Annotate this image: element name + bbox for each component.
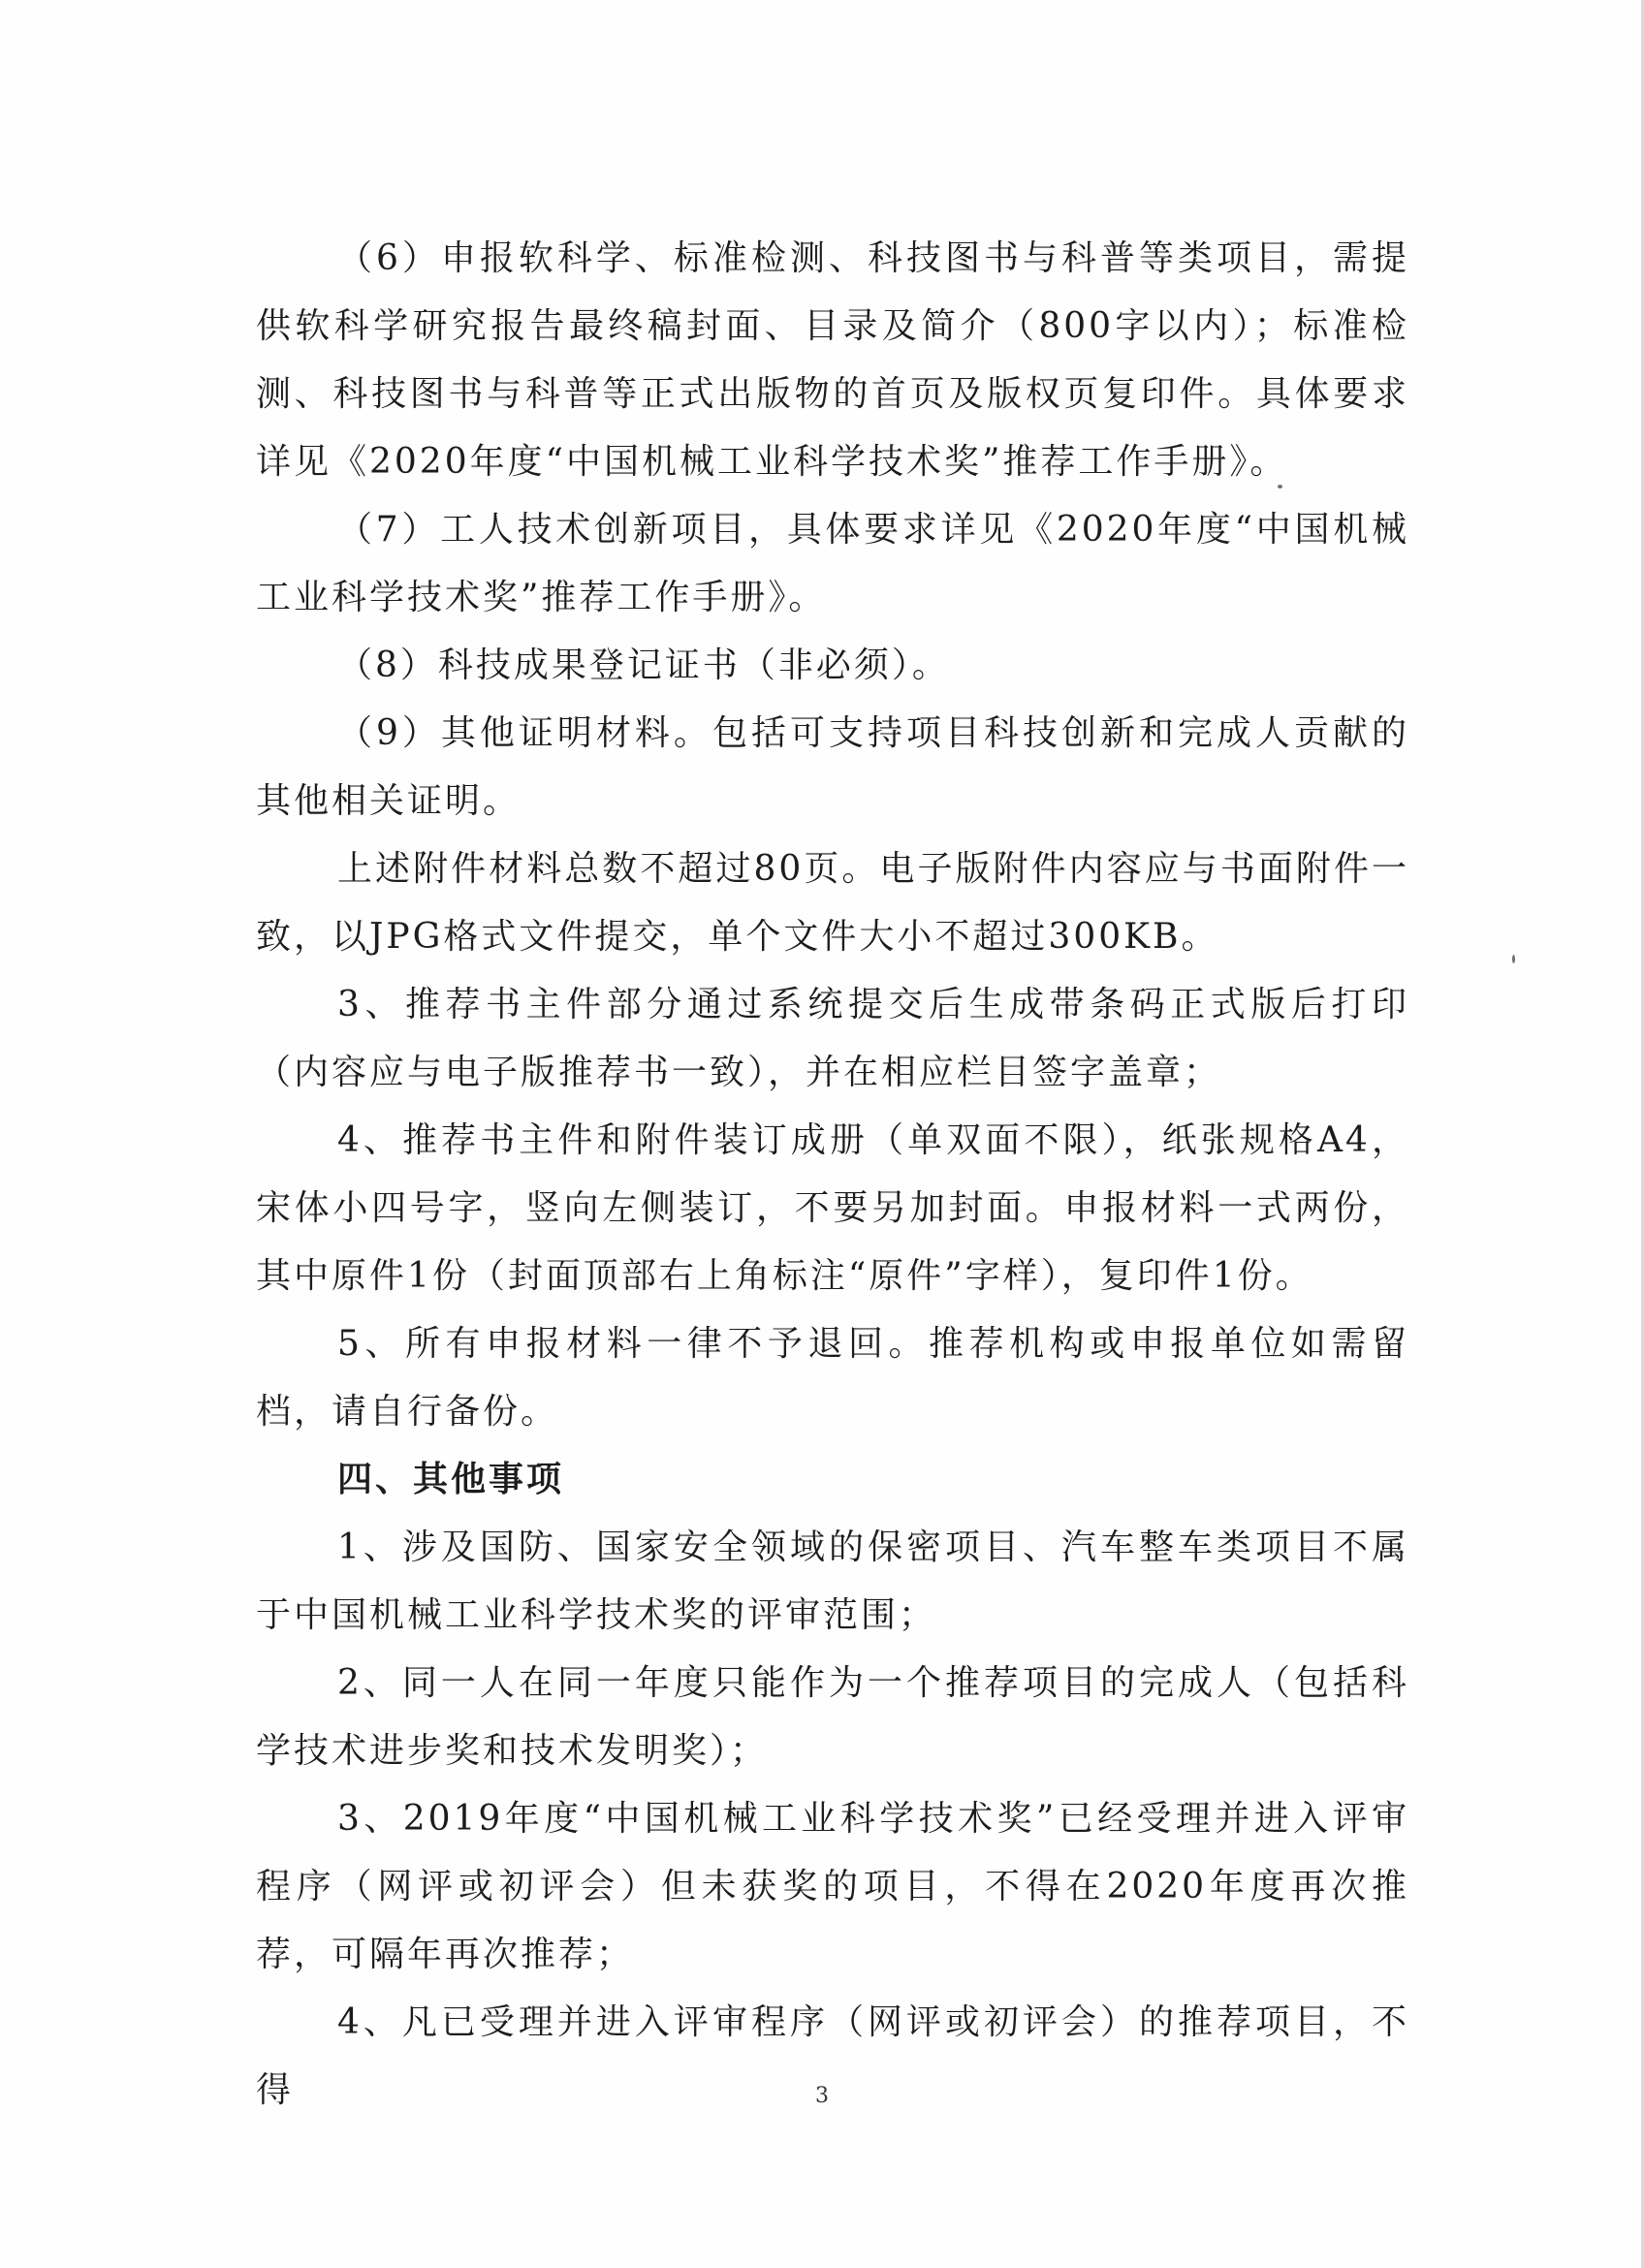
paragraph-other-4: 4、凡已受理并进入评审程序（网评或初评会）的推荐项目，不得 [256,2002,1409,2110]
page-number: 3 [815,2084,829,2108]
paragraph-attachment-limit: 上述附件材料总数不超过80页。电子版附件内容应与书面附件一致，以JPG格式文件提交，单个文件大小不超过300KB。 [256,849,1409,957]
paragraph-other-2: 2、同一人在同一年度只能作为一个推荐项目的完成人（包括科学技术进步奖和技术发明奖）； [256,1663,1409,1771]
paragraph-other-3: 3、2019年度“中国机械工业科学技术奖”已经受理并进入评审程序（网评或初评会）但未获奖的项目，不得在2020年度再次推荐，可隔年再次推荐； [256,1799,1409,1974]
document-body [256,225,1409,2125]
paragraph-rule-5: 5、所有申报材料一律不予退回。推荐机构或申报单位如需留档，请自行备份。 [256,1324,1409,1432]
paragraph-other-1: 1、涉及国防、国家安全领域的保密项目、汽车整车类项目不属于中国机械工业科学技术奖的评审范围； [256,1528,1409,1635]
paragraph-rule-3: 3、推荐书主件部分通过系统提交后生成带条码正式版后打印（内容应与电子版推荐书一致），并在相应栏目签字盖章； [256,985,1409,1092]
paragraph-item-8: （8）科技成果登记证书（非必须）。 [337,646,950,685]
paragraph-item-6: （6）申报软科学、标准检测、科技图书与科普等类项目，需提供软科学研究报告最终稿封面、目录及简介（800字以内）；标准检测、科技图书与科普等正式出版物的首页及版权页复印件。具体要求详见《2020年度“中国机械工业科学技术奖”推荐工作手册》。 [256,238,1409,482]
section-heading-other-matters: 四、其他事项 [337,1460,565,1499]
paragraph-item-9: （9）其他证明材料。包括可支持项目科技创新和完成人贡献的其他相关证明。 [256,713,1409,821]
paragraph-item-7: （7）工人技术创新项目，具体要求详见《2020年度“中国机械工业科学技术奖”推荐工作手册》。 [256,510,1409,617]
scan-speck [1278,485,1282,488]
paragraph-rule-4: 4、推荐书主件和附件装订成册（单双面不限），纸张规格A4，宋体小四号字，竖向左侧装订，不要另加封面。申报材料一式两份，其中原件1份（封面顶部右上角标注“原件”字样），复印件1份。 [256,1120,1409,1296]
scan-speck [1512,955,1515,963]
